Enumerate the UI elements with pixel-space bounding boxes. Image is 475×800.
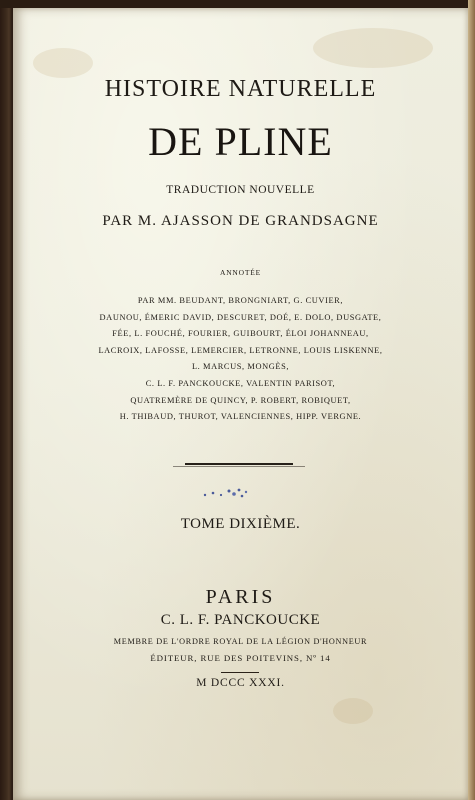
city-label: PARIS — [205, 586, 276, 608]
title-page — [13, 8, 468, 800]
book-top-edge — [0, 0, 475, 8]
page-fore-edge — [468, 0, 475, 800]
contributors-line: C. L. F. PANCKOUCKE, VALENTIN PARISOT, — [145, 378, 336, 388]
title-line-2: DE PLINE — [148, 119, 333, 164]
title-line-1: HISTOIRE NATURELLE — [104, 76, 377, 102]
annotated-label: ANNOTÉE — [219, 268, 261, 277]
ornamental-rule — [185, 463, 293, 465]
ornamental-rule-thin — [173, 466, 305, 467]
paper-stain — [313, 28, 433, 68]
paper-stain — [33, 48, 93, 78]
contributors-line: H. THIBAUD, THUROT, VALENCIENNES, HIPP. VERGNE. — [119, 412, 362, 422]
contributors-line: PAR MM. BEUDANT, BRONGNIART, G. CUVIER, — [137, 296, 344, 305]
translator-line: PAR M. AJASSON DE GRANDSAGNE — [102, 213, 379, 229]
subtitle: TRADUCTION NOUVELLE — [166, 184, 315, 196]
contributors-list — [13, 293, 468, 426]
publication-date: M DCCC XXXI. — [196, 677, 285, 689]
volume-label: TOME DIXIÈME. — [180, 516, 301, 532]
contributors-line: L. MARCUS, MONGÈS, — [191, 362, 290, 372]
library-stamp-icon — [201, 486, 251, 500]
contributors-line: DAUNOU, ÉMERIC DAVID, DESCURET, DOÉ, E. DOLO, DUSGATE, — [99, 312, 382, 322]
date-rule — [221, 672, 259, 673]
publisher-address: ÉDITEUR, RUE DES POITEVINS, Nº 14 — [150, 653, 331, 663]
contributors-line: LACROIX, LAFOSSE, LEMERCIER, LETRONNE, LOUIS LISKENNE, — [98, 345, 383, 355]
publisher-title: MEMBRE DE L'ORDRE ROYAL DE LA LÉGION D'HONNEUR — [113, 637, 368, 646]
contributors-line: FÉE, L. FOUCHÉ, FOURIER, GUIBOURT, ÉLOI JOHANNEAU, — [112, 329, 369, 339]
paper-stain — [333, 698, 373, 724]
publisher-name: C. L. F. PANCKOUCKE — [160, 612, 321, 628]
contributors-line: QUATREMÈRE DE QUINCY, P. ROBERT, ROBIQUET, — [130, 395, 351, 405]
